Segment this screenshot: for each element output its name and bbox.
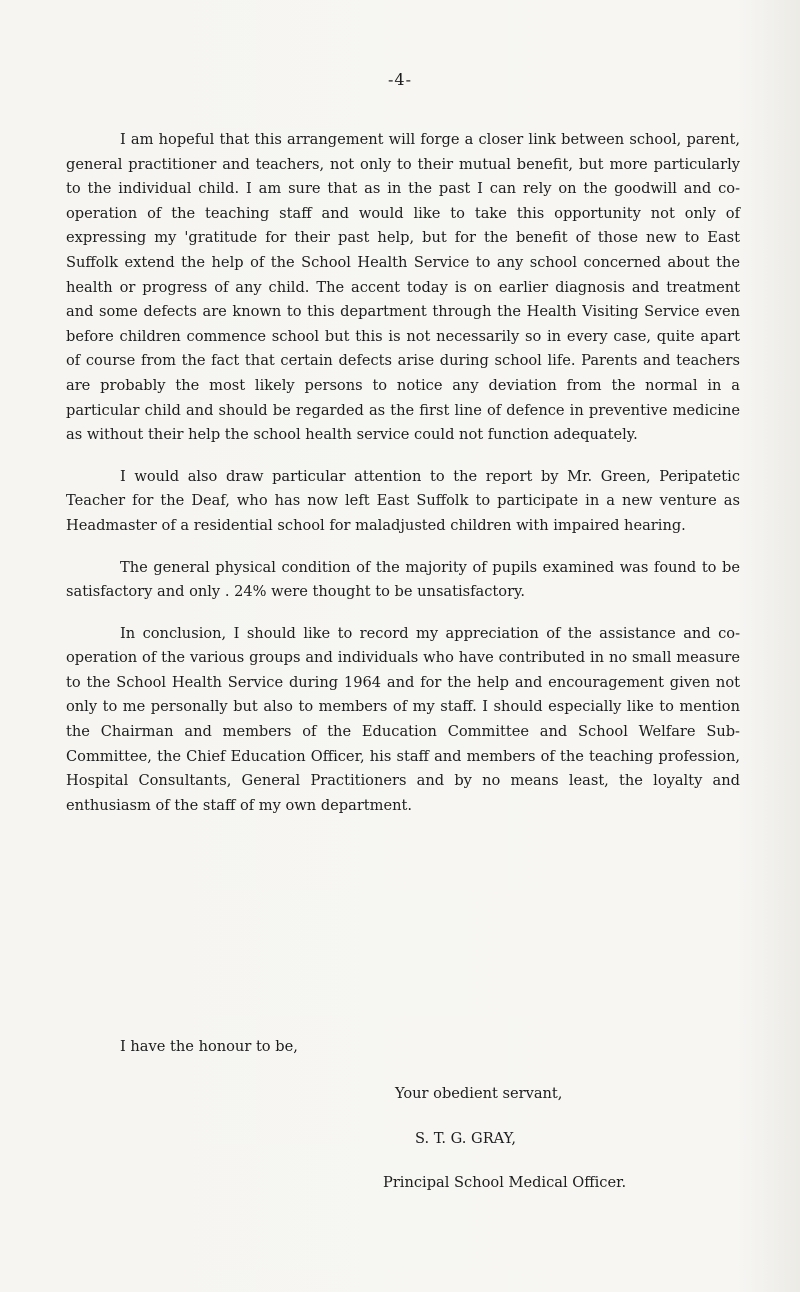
paragraph-arrangement: I am hopeful that this arrangement will forge a closer link between school, parent, general practitioner and teachers, not only to their mutual benefit, but more particularly to the individual child. I am sure that as in the past I can rely on the goodwill and co-operation of the teaching staff and would like to take this opportunity not only of expressing my 'gratitude for their past help, but for the benefit of those new to East Suffolk extend the help of the School Health Service to any school concerned about the health or progress of any child. The accent today is on earlier diagnosis and treatment and some defects are known to this department through the Health Visiting Service even before children commence school but this is not necessarily so in every case, quite apart of course from the fact that certain defects arise during school life. Parents and teachers are probably the most likely persons to notice any deviation from the normal in a particular child and should be regarded as the first line of defence in preventive medicine as without their help the school health service could not function adequately. (66, 131, 740, 444)
paragraph-mr-green: I would also draw particular attention to the report by Mr. Green, Peripatetic Teacher for the Deaf, who has now left East Suffolk to participate in a new venture as Headmaster of a residential school for maladjusted children with impaired hearing. (66, 467, 740, 534)
signatory-title: Principal School Medical Officer. (383, 1174, 627, 1192)
valediction: Your obedient servant, (395, 1085, 563, 1102)
signature-block (383, 1082, 626, 1196)
paragraph-conclusion: In conclusion, I should like to record my appreciation of the assistance and co-operation of the various groups and individuals who have contributed in no small measure to the School Health Service during 1964 and for the help and encouragement given not only to me personally but also to members of my staff. I should especially like to mention the Chairman and members of the Education Committee and School Welfare Sub-Committee, the Chief Education Officer, his staff and members of the teaching profession, Hospital Consultants, General Practitioners and by no means least, the loyalty and enthusiasm of the staff of my own department. (66, 624, 740, 814)
signatory-name: S. T. G. GRAY, (415, 1129, 517, 1147)
paragraph-physical-condition: The general physical condition of the majority of pupils examined was found to be satisfactory and only . 24% were thought to be unsatisfactory. (66, 558, 740, 601)
page-number: -4- (388, 70, 412, 89)
closing-line: I have the honour to be, (120, 1038, 298, 1055)
letter-body (66, 128, 740, 835)
